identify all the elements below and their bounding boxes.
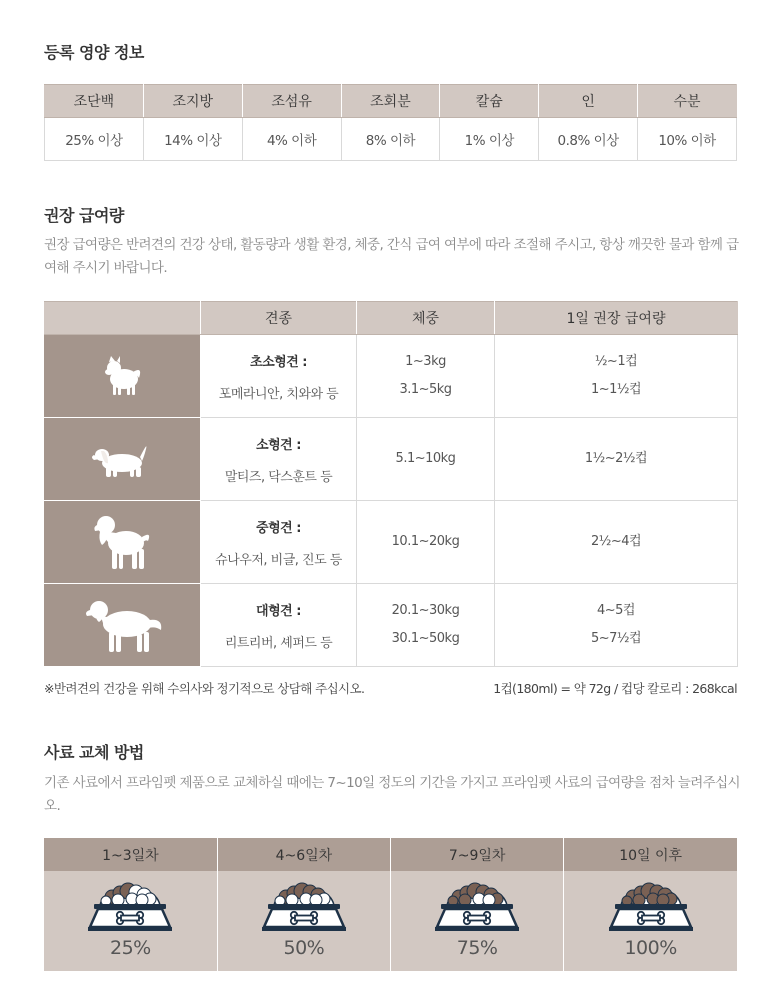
stage-cell [217,871,390,971]
weight-value: 5.1~10kg [395,451,456,466]
amount-value: 4~5컵 [597,603,635,618]
amount-cell [495,418,738,501]
nutrition-value-row [45,118,737,161]
weight-cell [357,418,495,501]
breed-name: 소형견 : [256,437,301,453]
feeding-header-cell: 견종 [201,302,357,335]
stage-cell [44,871,217,971]
amount-cell [495,501,738,584]
breed-cell [201,418,357,501]
stage-label: 4~6일차 [217,838,390,871]
amount-value: 1~1½컵 [590,382,642,397]
nutrition-value-cell: 4% 이하 [242,118,341,161]
table-row [45,584,738,667]
nutrition-value-cell: 1% 이상 [440,118,539,161]
cup-measure-note: 1컵(180ml) = 약 72g / 컵당 칼로리 : 268kcal [493,681,737,696]
nutrition-value-cell: 0.8% 이상 [539,118,638,161]
breed-examples: 말티즈, 닥스훈트 등 [224,469,333,485]
feeding-table [44,301,738,667]
vet-consult-note: ※반려견의 건강을 위해 수의사와 정기적으로 상담해 주십시오. [44,681,365,696]
stage-cell [564,871,737,971]
weight-cell [357,584,495,667]
weight-value: 10.1~20kg [391,534,460,549]
food-bowl-icon [258,881,350,933]
amount-value: 5~7½컵 [590,631,642,646]
breed-cell [201,501,357,584]
feeding-header-cell: 체중 [357,302,495,335]
nutrition-header-cell: 인 [539,85,638,118]
amount-cell [495,335,738,418]
weight-cell [357,501,495,584]
retriever-icon [81,590,165,660]
transition-header-row [44,838,737,871]
feeding-section-title: 권장 급여량 [44,206,124,225]
dachshund-icon [88,429,158,489]
breed-image-cell [45,501,201,584]
weight-value: 20.1~30kg [391,603,460,618]
feeding-header-cell [45,302,201,335]
weight-value: 3.1~5kg [399,382,452,397]
breed-name: 초소형견 : [250,354,307,370]
weight-cell [357,335,495,418]
breed-cell [201,335,357,418]
stage-cell [391,871,564,971]
weight-value: 1~3kg [405,354,446,369]
breed-examples: 포메라니안, 치와와 등 [218,386,339,402]
feeding-description: 권장 급여량은 반려견의 건강 상태, 활동량과 생활 환경, 체중, 간식 급여 여부에 따라 조절해 주시고, 항상 깨끗한 물과 함께 급여해 주시기 바랍니다. [44,237,739,276]
spaniel-icon [88,507,158,577]
nutrition-header-cell: 수분 [638,85,737,118]
nutrition-value-cell: 10% 이하 [638,118,737,161]
table-row [45,335,738,418]
food-bowl-icon [84,881,176,933]
breed-examples: 슈나우저, 비글, 진도 등 [215,552,342,568]
weight-value: 30.1~50kg [391,631,460,646]
feeding-header-row [45,302,738,335]
nutrition-header-cell: 조단백 [45,85,144,118]
stage-label: 1~3일차 [44,838,217,871]
feeding-header-cell: 1일 권장 급여량 [495,302,738,335]
stage-percent: 75% [456,937,498,959]
stage-percent: 25% [110,937,151,959]
transition-section-title: 사료 교체 방법 [44,743,144,762]
stage-label: 7~9일차 [391,838,564,871]
transition-description: 기존 사료에서 프라임펫 제품으로 교체하실 때에는 7~10일 정도의 기간을 가지고 프라임펫 사료의 급여량을 점차 늘려주십시오. [44,775,740,814]
transition-table [44,838,737,971]
pomeranian-icon [93,346,153,406]
breed-image-cell [45,335,201,418]
nutrition-header-cell: 조지방 [143,85,242,118]
breed-name: 대형견 : [256,603,301,619]
food-bowl-icon [431,881,523,933]
nutrition-header-row [45,85,737,118]
table-row [45,418,738,501]
amount-value: 2½~4컵 [590,534,642,549]
nutrition-value-cell: 25% 이상 [45,118,144,161]
stage-percent: 100% [624,937,677,959]
breed-image-cell [45,584,201,667]
stage-percent: 50% [283,937,325,959]
nutrition-section-title: 등록 영양 정보 [44,43,144,62]
breed-name: 중형견 : [256,520,301,536]
nutrition-table [44,84,737,161]
food-bowl-icon [605,881,697,933]
breed-cell [201,584,357,667]
nutrition-value-cell: 8% 이하 [341,118,440,161]
nutrition-header-cell: 조섬유 [242,85,341,118]
stage-label: 10일 이후 [564,838,737,871]
transition-row [44,871,737,971]
nutrition-value-cell: 14% 이상 [143,118,242,161]
amount-value: ½~1컵 [594,354,638,369]
table-row [45,501,738,584]
nutrition-header-cell: 칼슘 [440,85,539,118]
breed-examples: 리트리버, 셰퍼드 등 [224,635,333,651]
breed-image-cell [45,418,201,501]
amount-cell [495,584,738,667]
amount-value: 1½~2½컵 [584,451,648,466]
nutrition-header-cell: 조회분 [341,85,440,118]
